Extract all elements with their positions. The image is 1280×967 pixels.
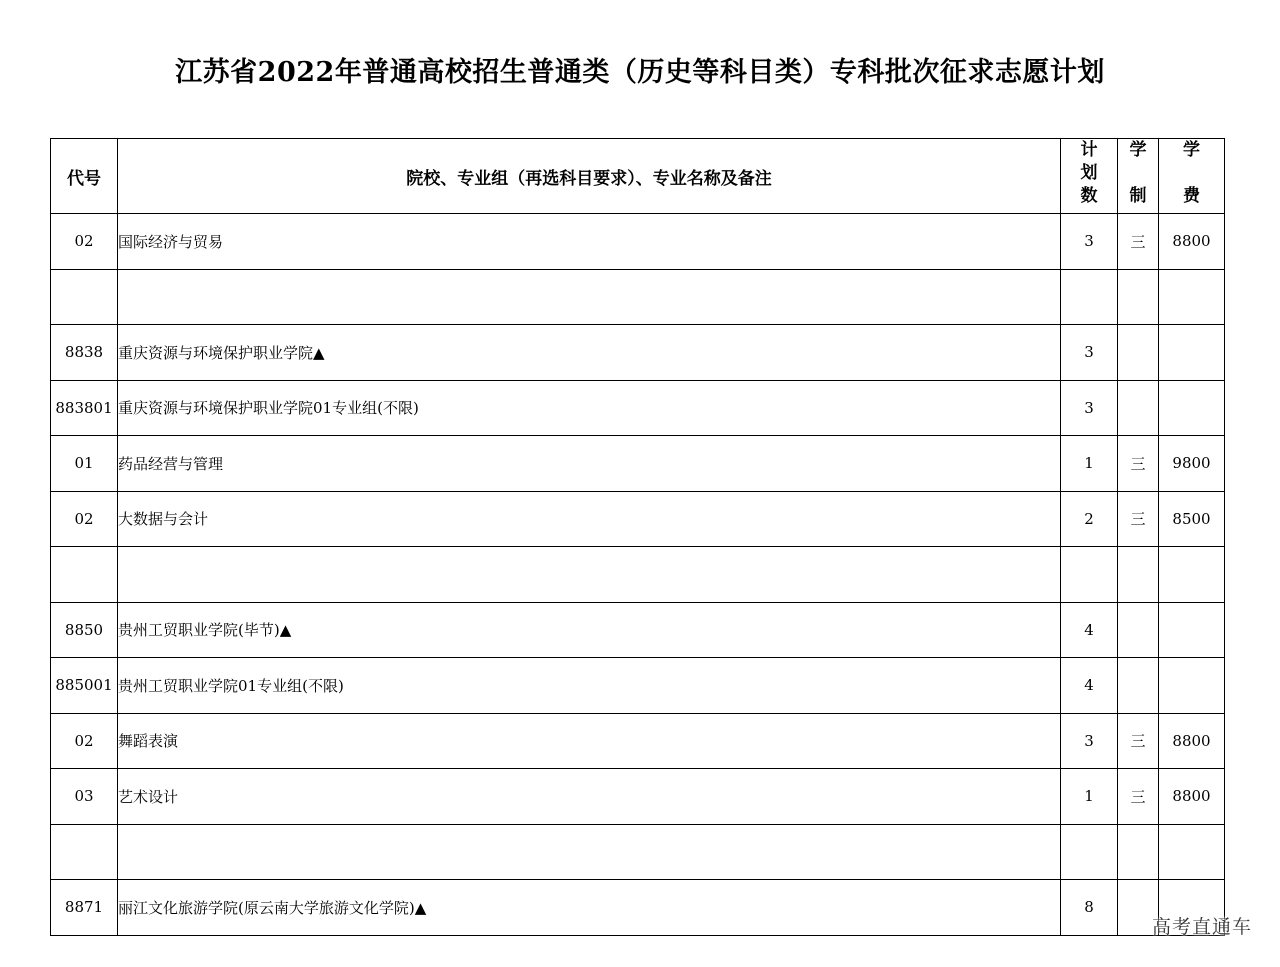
cell-name xyxy=(118,269,1061,325)
cell-years xyxy=(1118,325,1159,381)
table-row xyxy=(51,880,1225,936)
cell-code: 8850 xyxy=(51,602,118,658)
cell-code: 8871 xyxy=(51,880,118,936)
header-fee: 学 费 xyxy=(1159,139,1225,214)
cell-fee: 9800 xyxy=(1159,436,1225,492)
cell-name xyxy=(118,824,1061,880)
table-row xyxy=(51,658,1225,714)
table-row xyxy=(51,380,1225,436)
cell-fee xyxy=(1159,547,1225,603)
cell-years xyxy=(1118,824,1159,880)
table-row xyxy=(51,436,1225,492)
header-years: 学 制 xyxy=(1118,139,1159,214)
cell-count: 1 xyxy=(1061,436,1118,492)
cell-code: 01 xyxy=(51,436,118,492)
table-row xyxy=(51,769,1225,825)
cell-count: 3 xyxy=(1061,325,1118,381)
table-row xyxy=(51,824,1225,880)
cell-name: 重庆资源与环境保护职业学院01专业组(不限) xyxy=(118,380,1061,436)
cell-fee: 8500 xyxy=(1159,491,1225,547)
cell-code: 03 xyxy=(51,769,118,825)
cell-years xyxy=(1118,547,1159,603)
cell-count: 3 xyxy=(1061,380,1118,436)
table-row xyxy=(51,491,1225,547)
cell-code: 885001 xyxy=(51,658,118,714)
cell-count: 8 xyxy=(1061,880,1118,936)
table-row xyxy=(51,602,1225,658)
cell-name: 国际经济与贸易 xyxy=(118,214,1061,270)
cell-code xyxy=(51,824,118,880)
cell-name: 艺术设计 xyxy=(118,769,1061,825)
cell-years: 三 xyxy=(1118,713,1159,769)
cell-name: 丽江文化旅游学院(原云南大学旅游文化学院)▲ xyxy=(118,880,1061,936)
cell-years: 三 xyxy=(1118,214,1159,270)
cell-fee xyxy=(1159,658,1225,714)
cell-code: 8838 xyxy=(51,325,118,381)
cell-name: 重庆资源与环境保护职业学院▲ xyxy=(118,325,1061,381)
enrollment-plan-table xyxy=(50,138,1225,936)
cell-years: 三 xyxy=(1118,491,1159,547)
table-row xyxy=(51,214,1225,270)
cell-fee: 8800 xyxy=(1159,769,1225,825)
cell-name: 贵州工贸职业学院(毕节)▲ xyxy=(118,602,1061,658)
table-header-row xyxy=(51,139,1225,214)
cell-years xyxy=(1118,658,1159,714)
page-title: 江苏省2022年普通高校招生普通类（历史等科目类）专科批次征求志愿计划 xyxy=(175,57,1105,88)
cell-code: 02 xyxy=(51,713,118,769)
cell-years: 三 xyxy=(1118,436,1159,492)
cell-count: 4 xyxy=(1061,658,1118,714)
table-row xyxy=(51,547,1225,603)
cell-fee: 8800 xyxy=(1159,214,1225,270)
header-code: 代号 xyxy=(51,139,118,214)
cell-count: 1 xyxy=(1061,769,1118,825)
watermark-text: 高考直通车 xyxy=(1151,916,1252,938)
cell-code: 02 xyxy=(51,491,118,547)
cell-count xyxy=(1061,824,1118,880)
cell-count: 4 xyxy=(1061,602,1118,658)
header-count: 计 划 数 xyxy=(1061,139,1118,214)
cell-code: 02 xyxy=(51,214,118,270)
cell-name: 大数据与会计 xyxy=(118,491,1061,547)
cell-count xyxy=(1061,269,1118,325)
cell-years xyxy=(1118,380,1159,436)
cell-count: 3 xyxy=(1061,713,1118,769)
cell-fee: 8800 xyxy=(1159,713,1225,769)
cell-fee xyxy=(1159,269,1225,325)
cell-count: 2 xyxy=(1061,491,1118,547)
cell-fee xyxy=(1159,325,1225,381)
cell-code xyxy=(51,269,118,325)
cell-fee xyxy=(1159,380,1225,436)
cell-name: 舞蹈表演 xyxy=(118,713,1061,769)
header-name: 院校、专业组（再选科目要求）、专业名称及备注 xyxy=(118,139,1061,214)
cell-count: 3 xyxy=(1061,214,1118,270)
table-row xyxy=(51,713,1225,769)
cell-count xyxy=(1061,547,1118,603)
cell-name xyxy=(118,547,1061,603)
cell-years xyxy=(1118,602,1159,658)
cell-fee xyxy=(1159,824,1225,880)
cell-fee xyxy=(1159,602,1225,658)
cell-years: 三 xyxy=(1118,769,1159,825)
cell-years xyxy=(1118,269,1159,325)
table-row xyxy=(51,325,1225,381)
cell-name: 贵州工贸职业学院01专业组(不限) xyxy=(118,658,1061,714)
cell-name: 药品经营与管理 xyxy=(118,436,1061,492)
cell-code xyxy=(51,547,118,603)
cell-code: 883801 xyxy=(51,380,118,436)
table-row xyxy=(51,269,1225,325)
